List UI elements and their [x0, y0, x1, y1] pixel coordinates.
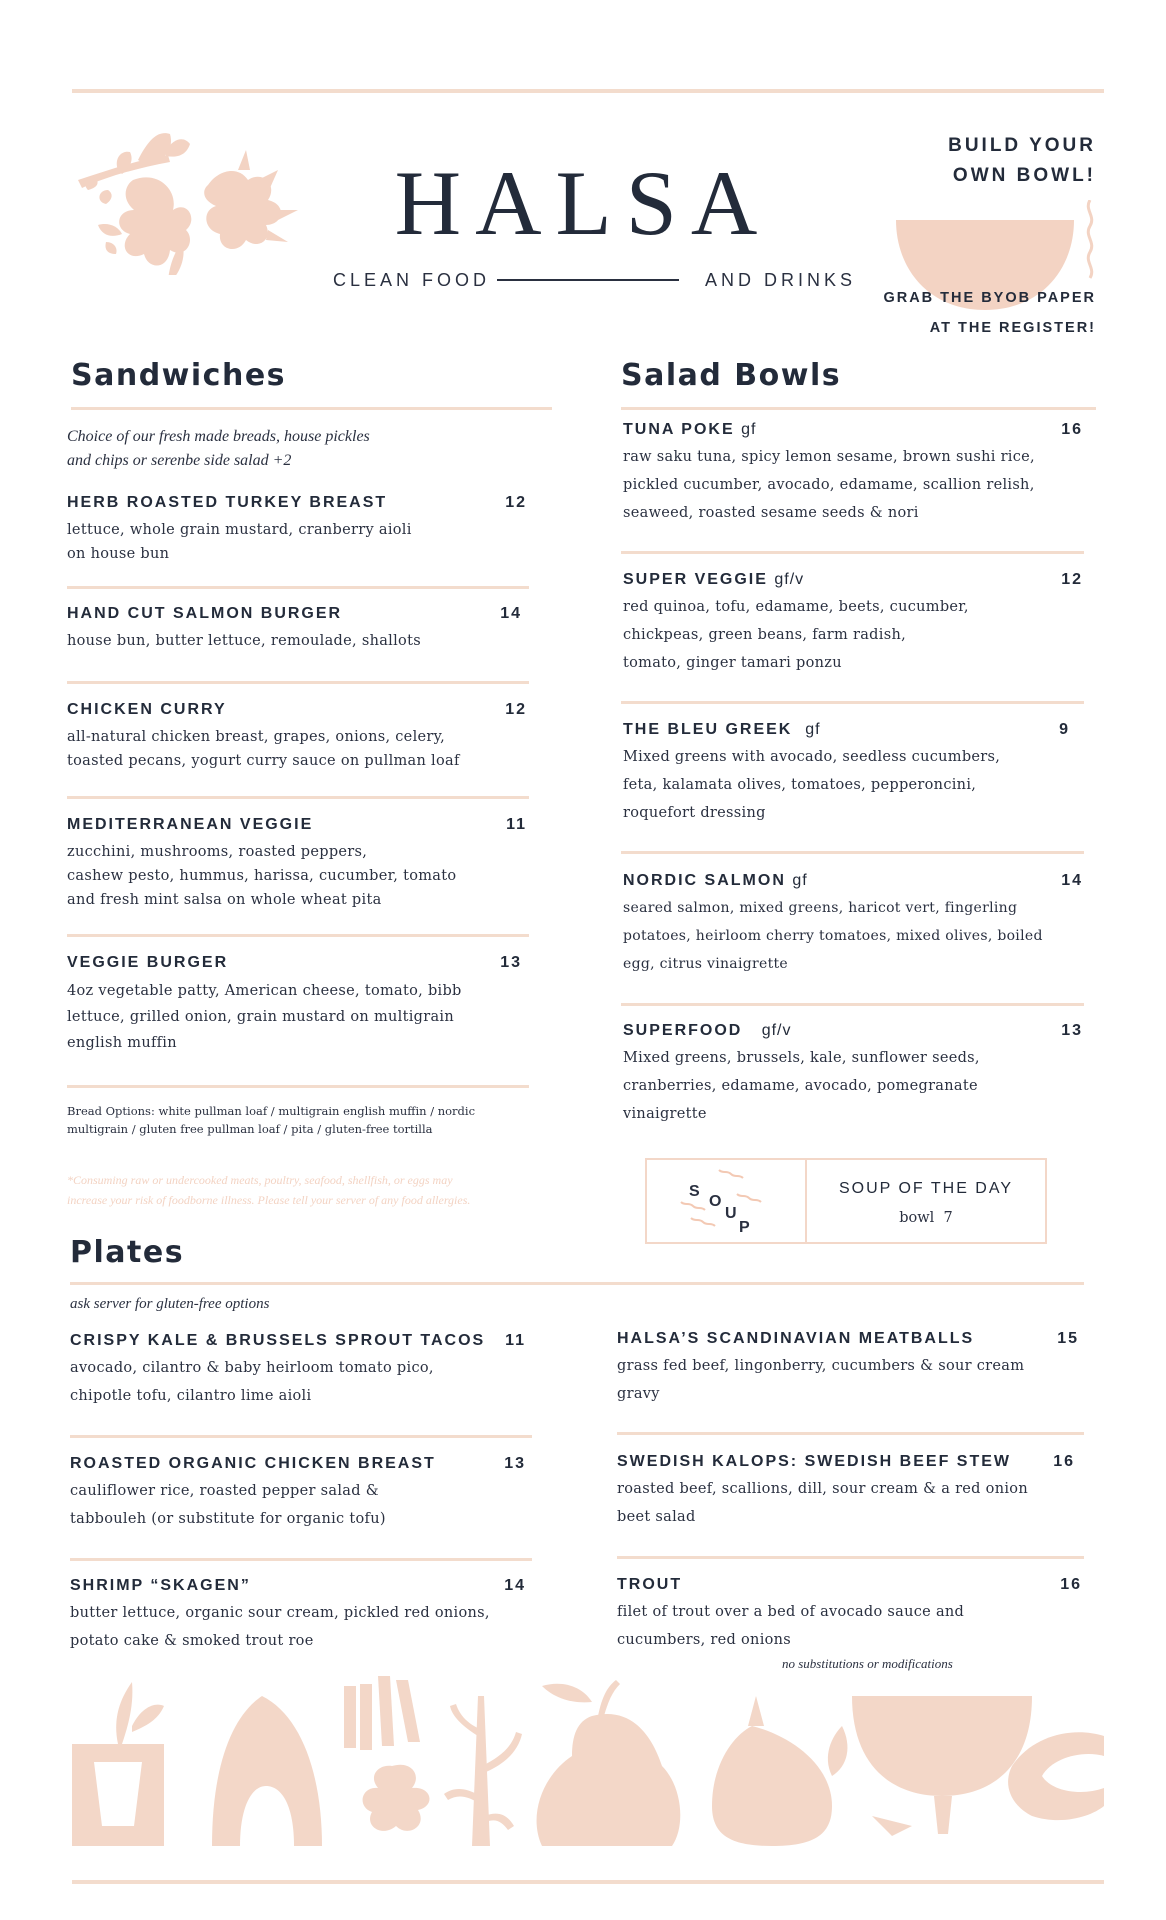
item-name	[623, 1022, 1083, 1040]
diet-tag: gf/v	[761, 1022, 792, 1039]
desc-line: roasted beef, scallions, dill, sour cream & a red onion	[617, 1481, 1028, 1497]
tagline-right: AND DRINKS	[705, 270, 857, 290]
diet-tag: gf/v	[774, 571, 805, 588]
item-name-text: NORDIC SALMON	[623, 872, 786, 889]
item-description	[70, 1599, 526, 1655]
brand-title: HALSA	[394, 152, 772, 254]
bottom-rule	[72, 1880, 1104, 1884]
item-description	[617, 1598, 1082, 1654]
menu-item	[70, 1332, 526, 1410]
sandwiches-rule	[71, 407, 552, 410]
item-divider	[617, 1432, 1084, 1435]
menu-item	[617, 1576, 1082, 1654]
item-name	[623, 721, 1070, 739]
item-price: 14	[504, 1577, 526, 1594]
item-divider	[67, 796, 529, 799]
desc-line: roquefort dressing	[623, 805, 766, 821]
item-name: SWEDISH KALOPS: SWEDISH BEEF STEW	[617, 1453, 1012, 1470]
item-description	[623, 894, 1083, 978]
item-name	[623, 872, 1083, 890]
desc-line: cashew pesto, hummus, harissa, cucumber, tomato	[67, 868, 457, 884]
desc-line: zucchini, mushrooms, roasted peppers,	[67, 844, 368, 860]
item-name-text: THE BLEU GREEK	[623, 721, 793, 738]
plates-note: ask server for gluten-free options	[70, 1296, 270, 1312]
soup-logo	[677, 1166, 787, 1238]
menu-item	[67, 701, 527, 773]
soup-title: SOUP OF THE DAY	[838, 1180, 1014, 1197]
produce-illustration-band	[72, 1676, 1104, 1846]
item-price: 9	[1059, 721, 1070, 738]
soup-logo-letter: O	[709, 1193, 722, 1210]
item-divider	[67, 681, 529, 684]
desc-line: cranberries, edamame, avocado, pomegranate	[623, 1078, 978, 1094]
menu-item	[623, 421, 1083, 527]
desc-line: potatoes, heirloom cherry tomatoes, mixed olives, boiled	[623, 928, 1043, 944]
menu-item	[623, 872, 1083, 978]
desc-line: lettuce, whole grain mustard, cranberry aioli	[67, 522, 412, 538]
food-safety-warning	[67, 1170, 470, 1210]
menu-item	[67, 816, 527, 912]
desc-line: raw saku tuna, spicy lemon sesame, brown sushi rice,	[623, 449, 1035, 465]
item-divider	[70, 1558, 532, 1561]
diet-tag: gf	[741, 421, 757, 438]
item-description	[67, 978, 522, 1056]
item-description	[617, 1475, 1075, 1531]
item-name: HERB ROASTED TURKEY BREAST	[67, 494, 388, 511]
promo-line-2: OWN BOWL!	[952, 165, 1096, 186]
desc-line: avocado, cilantro & baby heirloom tomato pico,	[70, 1360, 434, 1376]
item-name: HALSA’S SCANDINAVIAN MEATBALLS	[617, 1330, 975, 1347]
tagline-divider	[497, 279, 679, 281]
item-name: SHRIMP “SKAGEN”	[70, 1577, 251, 1594]
desc-line: vinaigrette	[623, 1106, 707, 1122]
menu-item	[623, 721, 1070, 827]
item-description	[623, 743, 1070, 827]
bread-line: Bread Options: white pullman loaf / multigrain english muffin / nordic	[67, 1104, 476, 1118]
diet-tag: gf	[805, 721, 821, 738]
sandwiches-note-line-1: Choice of our fresh made breads, house pickles	[67, 428, 370, 445]
desc-line: pickled cucumber, avocado, edamame, scallion relish,	[623, 477, 1035, 493]
menu-item	[623, 571, 1083, 677]
soup-logo-letter: S	[689, 1183, 700, 1200]
salads-title: Salad Bowls	[621, 358, 842, 393]
item-price: 15	[1057, 1330, 1079, 1347]
desc-line: red quinoa, tofu, edamame, beets, cucumber,	[623, 599, 969, 615]
sandwiches-note-line-2: and chips or serenbe side salad +2	[67, 452, 292, 469]
item-description	[617, 1352, 1079, 1408]
item-description	[623, 1044, 1083, 1128]
plates-rule	[70, 1282, 1084, 1285]
item-divider	[67, 586, 529, 589]
promo-line-1: BUILD YOUR	[948, 135, 1096, 156]
desc-line: on house bun	[67, 546, 170, 562]
soup-price: bowl 7	[899, 1210, 953, 1226]
bread-options	[67, 1102, 475, 1138]
plates-footnote: no substitutions or modifications	[782, 1656, 953, 1671]
menu-item	[70, 1455, 526, 1533]
desc-line: toasted pecans, yogurt curry sauce on pullman loaf	[67, 753, 460, 769]
desc-line: grass fed beef, lingonberry, cucumbers & sour cream	[617, 1358, 1025, 1374]
desc-line: chickpeas, green beans, farm radish,	[623, 627, 906, 643]
item-name: CHICKEN CURRY	[67, 701, 227, 718]
soup-box	[645, 1158, 1047, 1244]
item-description	[67, 629, 522, 653]
tagline-left: CLEAN FOOD	[333, 270, 491, 290]
desc-line: tomato, ginger tamari ponzu	[623, 655, 842, 671]
item-price: 16	[1060, 1576, 1082, 1593]
desc-line: 4oz vegetable patty, American cheese, tomato, bibb	[67, 983, 462, 999]
desc-line: all-natural chicken breast, grapes, onions, celery,	[67, 729, 446, 745]
desc-line: chipotle tofu, cilantro lime aioli	[70, 1388, 312, 1404]
item-price: 11	[505, 1332, 526, 1349]
item-description	[623, 443, 1083, 527]
sandwiches-note	[67, 425, 370, 473]
diet-tag: gf	[792, 872, 808, 889]
desc-line: lettuce, grilled onion, grain mustard on multigrain	[67, 1009, 454, 1025]
desc-line: english muffin	[67, 1035, 177, 1051]
desc-line: beet salad	[617, 1509, 696, 1525]
item-name: CRISPY KALE & BRUSSELS SPROUT TACOS	[70, 1332, 486, 1349]
desc-line: egg, citrus vinaigrette	[623, 956, 789, 972]
item-description	[67, 840, 527, 912]
item-name: TROUT	[617, 1576, 683, 1593]
item-price: 12	[1061, 571, 1083, 588]
item-description	[70, 1477, 526, 1533]
item-price: 14	[1061, 872, 1083, 889]
item-divider	[67, 1085, 529, 1088]
item-description	[70, 1354, 526, 1410]
desc-line: seaweed, roasted sesame seeds & nori	[623, 505, 919, 521]
bread-line: multigrain / gluten free pullman loaf / pita / gluten-free tortilla	[67, 1122, 433, 1136]
item-name	[623, 421, 1083, 439]
item-description	[67, 518, 527, 566]
menu-item	[623, 1022, 1083, 1128]
item-name-text: SUPER VEGGIE	[623, 571, 768, 588]
desc-line: potato cake & smoked trout roe	[70, 1633, 314, 1649]
item-price: 12	[505, 494, 527, 511]
item-price: 16	[1061, 421, 1083, 438]
soup-logo-letter: U	[725, 1205, 737, 1222]
item-name	[623, 571, 1083, 589]
sandwiches-title: Sandwiches	[71, 358, 287, 393]
item-name-text: TUNA POKE	[623, 421, 735, 438]
item-price: 14	[500, 605, 522, 622]
desc-line: cucumbers, red onions	[617, 1632, 792, 1648]
menu-item	[617, 1453, 1075, 1531]
item-name: VEGGIE BURGER	[67, 954, 229, 971]
item-price: 13	[500, 954, 522, 971]
desc-line: and fresh mint salsa on whole wheat pita	[67, 892, 382, 908]
item-name: HAND CUT SALMON BURGER	[67, 605, 343, 622]
item-divider	[621, 1003, 1084, 1006]
item-divider	[621, 701, 1084, 704]
menu-item	[67, 605, 522, 653]
item-divider	[621, 551, 1084, 554]
menu-item	[67, 954, 522, 1056]
item-description	[623, 593, 1083, 677]
item-price: 13	[504, 1455, 526, 1472]
item-description	[67, 725, 527, 773]
desc-line: tabbouleh (or substitute for organic tofu)	[70, 1511, 386, 1527]
item-name: ROASTED ORGANIC CHICKEN BREAST	[70, 1455, 436, 1472]
soup-logo-letter: P	[739, 1219, 750, 1236]
warning-line: *Consuming raw or undercooked meats, poultry, seafood, shellfish, or eggs may	[67, 1173, 453, 1187]
item-divider	[67, 934, 529, 937]
item-name: MEDITERRANEAN VEGGIE	[67, 816, 314, 833]
item-price: 12	[505, 701, 527, 718]
plates-title: Plates	[70, 1235, 185, 1270]
warning-line: increase your risk of foodborne illness. Please tell your server of any food allergies.	[67, 1193, 471, 1207]
desc-line: cauliflower rice, roasted pepper salad &	[70, 1483, 379, 1499]
desc-line: gravy	[617, 1386, 660, 1402]
item-divider	[621, 851, 1084, 854]
top-rule	[72, 89, 1104, 93]
item-divider	[617, 1556, 1084, 1559]
desc-line: seared salmon, mixed greens, haricot vert, fingerling	[623, 900, 1018, 916]
item-price: 13	[1061, 1022, 1083, 1039]
promo-line-3: GRAB THE BYOB PAPER	[883, 290, 1096, 306]
desc-line: feta, kalamata olives, tomatoes, pepperoncini,	[623, 777, 977, 793]
soup-box-divider	[805, 1160, 807, 1242]
desc-line: butter lettuce, organic sour cream, pickled red onions,	[70, 1605, 490, 1621]
menu-item	[70, 1577, 526, 1655]
salads-rule	[621, 407, 1096, 410]
desc-line: filet of trout over a bed of avocado sauce and	[617, 1604, 965, 1620]
item-price: 11	[506, 816, 527, 833]
desc-line: Mixed greens, brussels, kale, sunflower seeds,	[623, 1050, 980, 1066]
menu-item	[67, 494, 527, 566]
desc-line: house bun, butter lettuce, remoulade, shallots	[67, 633, 421, 649]
promo-line-4: AT THE REGISTER!	[929, 320, 1096, 336]
item-price: 16	[1053, 1453, 1075, 1470]
menu-item	[617, 1330, 1079, 1408]
item-divider	[70, 1435, 532, 1438]
item-name-text: SUPERFOOD	[623, 1022, 743, 1039]
desc-line: Mixed greens with avocado, seedless cucumbers,	[623, 749, 1001, 765]
